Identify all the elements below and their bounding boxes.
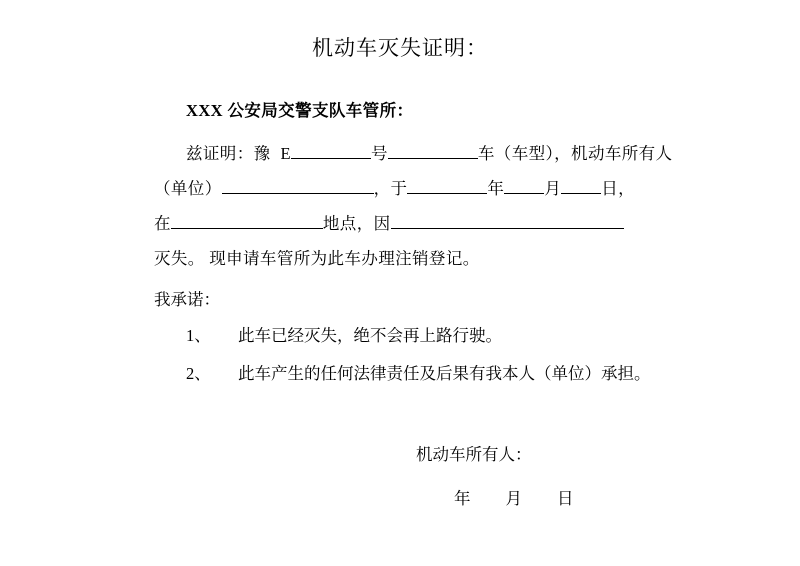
body-line-3-text-b: 地点，因	[322, 214, 391, 233]
body-line-4: 灭失。 现申请车管所为此车办理注销登记。	[154, 249, 480, 268]
body-line-2	[154, 171, 674, 206]
year-blank[interactable]	[407, 177, 487, 195]
signature-year-label: 年	[454, 489, 472, 508]
addressee-line: XXX 公安局交警支队车管所：	[186, 101, 414, 120]
day-blank[interactable]	[561, 177, 601, 195]
promise-item-2	[154, 355, 674, 393]
body-line-3-text-a: 在	[154, 214, 171, 233]
document-body	[126, 96, 674, 513]
body-line-1	[154, 136, 674, 171]
page-title: 机动车灭失证明：	[312, 36, 488, 60]
owner-unit-blank[interactable]	[222, 177, 374, 195]
body-line-1-text-a: 兹证明：豫	[186, 144, 271, 163]
signature-owner-label: 机动车所有人：	[416, 445, 532, 464]
promise-item-2-number: 2、	[186, 364, 211, 383]
body-line-2-text-b: ，于	[373, 179, 408, 198]
month-blank[interactable]	[504, 177, 544, 195]
signature-date-line	[154, 485, 674, 513]
promise-item-1-text: 此车已经灭失，绝不会再上路行驶。	[238, 326, 502, 345]
body-line-1-plate-prefix: E	[280, 144, 291, 163]
document-page	[0, 32, 800, 566]
body-line-2-text-c: 年	[487, 179, 505, 198]
promise-item-1	[154, 317, 674, 355]
promise-item-1-number: 1、	[186, 326, 211, 345]
body-line-2-text-a: （单位）	[154, 179, 222, 198]
body-line-3	[154, 206, 674, 241]
body-line-1-text-d: 车（车型），机动车所有人	[477, 144, 673, 163]
plate-number-blank[interactable]	[291, 142, 371, 160]
signature-month-label: 月	[505, 489, 523, 508]
body-line-1-text-c: 号	[370, 144, 388, 163]
body-line-2-text-e: 日，	[601, 179, 636, 198]
vehicle-type-blank[interactable]	[388, 142, 478, 160]
promise-intro: 我承诺：	[154, 290, 220, 309]
body-line-2-text-d: 月	[544, 179, 562, 198]
promise-item-2-text: 此车产生的任何法律责任及后果有我本人（单位）承担。	[238, 364, 651, 383]
signature-day-label: 日	[557, 489, 575, 508]
location-blank[interactable]	[171, 212, 323, 230]
reason-blank[interactable]	[391, 212, 624, 230]
